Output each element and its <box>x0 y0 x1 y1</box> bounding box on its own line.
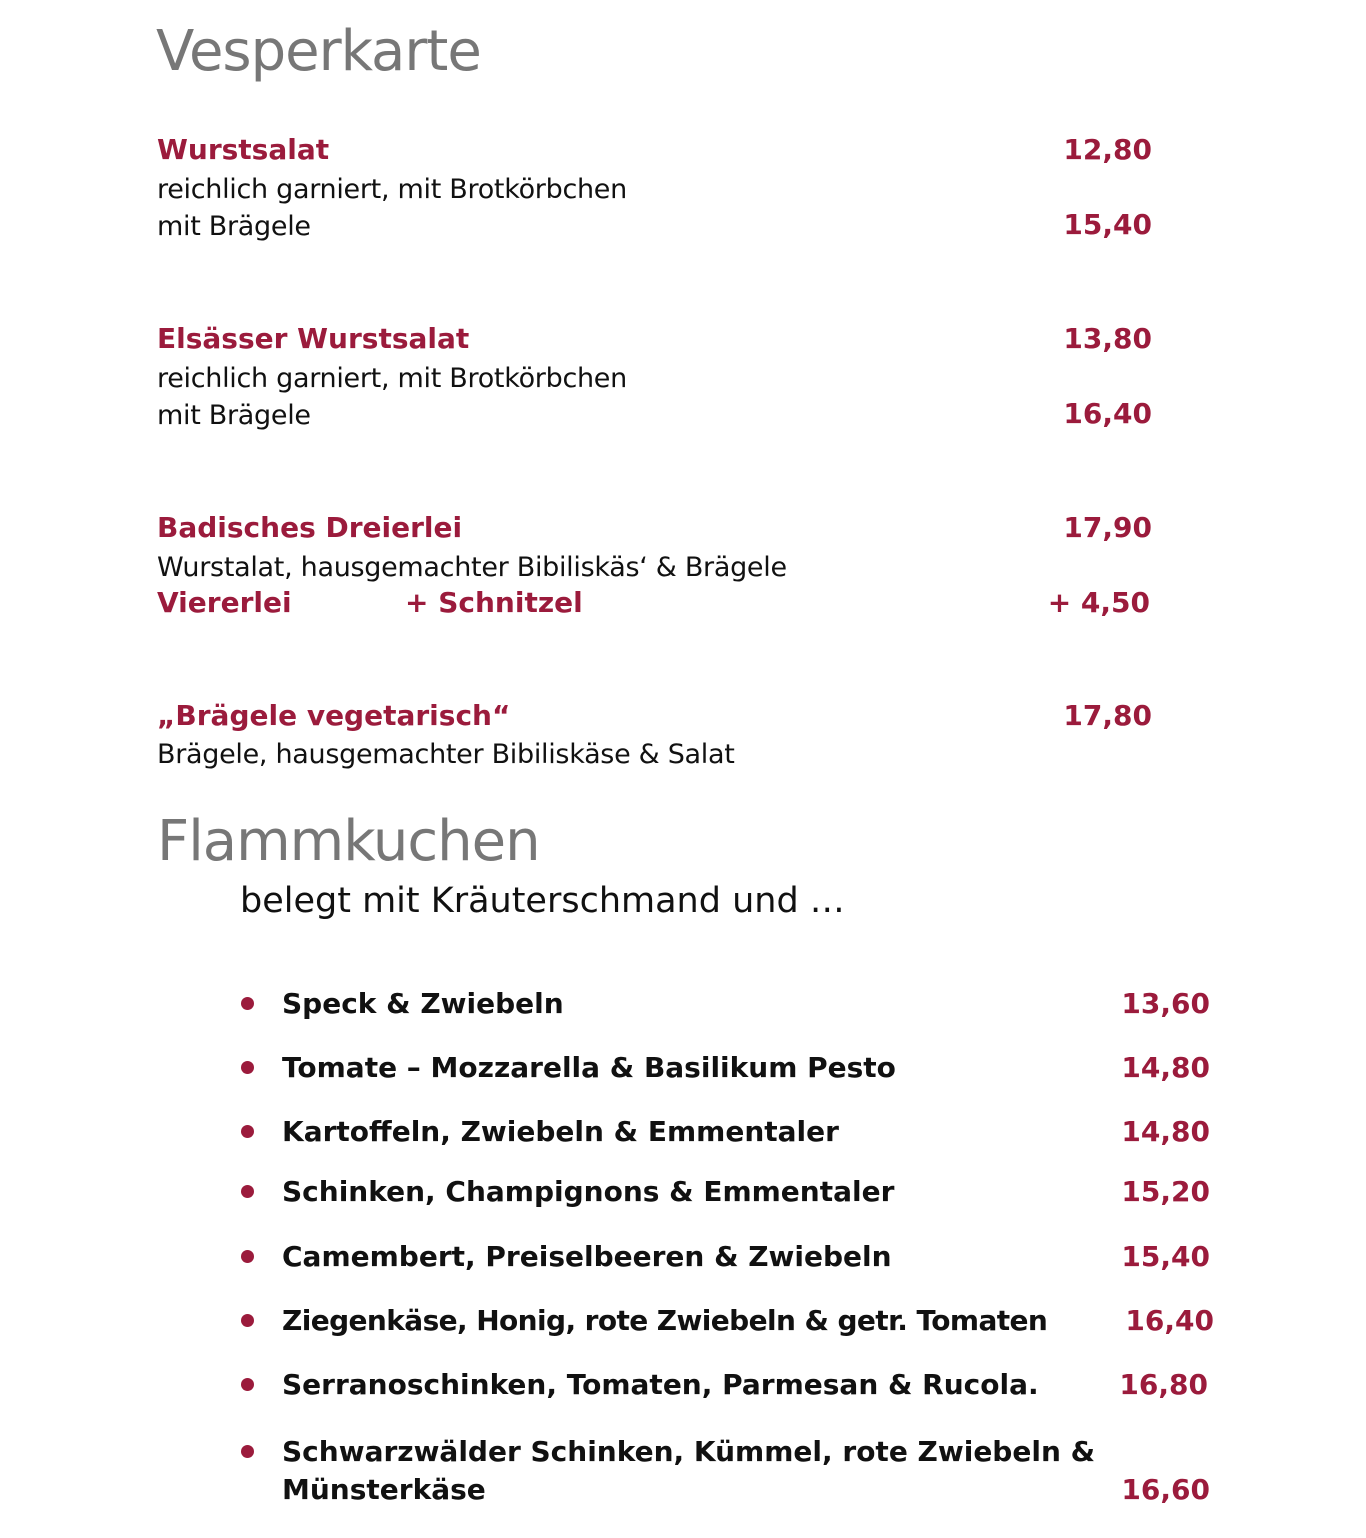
bullet-icon <box>241 1185 254 1198</box>
bullet-icon <box>241 1445 254 1458</box>
flammkuchen-item-price: 14,80 <box>1121 1051 1210 1084</box>
flammkuchen-item-price: 16,40 <box>1125 1304 1214 1337</box>
bullet-icon <box>241 1314 254 1327</box>
flammkuchen-item-name: Serranoschinken, Tomaten, Parmesan & Rucola. <box>282 1368 1039 1401</box>
flammkuchen-item-name-line2: Münsterkäse <box>282 1473 486 1506</box>
bullet-icon <box>241 1378 254 1391</box>
item-variant-price: 15,40 <box>1063 208 1152 241</box>
flammkuchen-item-price: 16,80 <box>1119 1368 1208 1401</box>
item-description: reichlich garniert, mit Brotkörbchen <box>157 363 627 394</box>
vesperkarte-heading: Vesperkarte <box>156 19 481 84</box>
flammkuchen-item-name: Tomate – Mozzarella & Basilikum Pesto <box>282 1051 896 1084</box>
item-extra-name-viererlei: Viererlei <box>157 586 292 619</box>
item-description: reichlich garniert, mit Brotkörbchen <box>157 174 627 205</box>
item-name-elsaesser-wurstsalat: Elsässer Wurstsalat <box>157 322 470 355</box>
flammkuchen-item-price: 16,60 <box>1121 1473 1210 1506</box>
flammkuchen-subheading: belegt mit Kräuterschmand und … <box>240 881 845 921</box>
item-extra-price: + 4,50 <box>1047 586 1150 619</box>
item-description: Brägele, hausgemachter Bibiliskäse & Salat <box>157 739 735 770</box>
flammkuchen-item-name: Schinken, Champignons & Emmentaler <box>282 1175 895 1208</box>
flammkuchen-item-name: Schwarzwälder Schinken, Kümmel, rote Zwiebeln & <box>282 1435 1096 1468</box>
flammkuchen-item-name: Camembert, Preiselbeeren & Zwiebeln <box>282 1240 892 1273</box>
item-price-wurstsalat: 12,80 <box>1063 133 1152 166</box>
flammkuchen-item-price: 15,20 <box>1121 1175 1210 1208</box>
flammkuchen-item-price: 13,60 <box>1121 987 1210 1020</box>
bullet-icon <box>241 1061 254 1074</box>
bullet-icon <box>241 1250 254 1263</box>
item-name-wurstsalat: Wurstsalat <box>157 133 330 166</box>
item-price-braegele-vegetarisch: 17,80 <box>1063 699 1152 732</box>
flammkuchen-item-name: Ziegenkäse, Honig, rote Zwiebeln & getr. Tomaten <box>282 1304 1048 1337</box>
flammkuchen-item-price: 14,80 <box>1121 1115 1210 1148</box>
item-variant-label: mit Brägele <box>157 211 311 242</box>
item-variant-price: 16,40 <box>1063 397 1152 430</box>
flammkuchen-item-price: 15,40 <box>1121 1240 1210 1273</box>
item-price-badisches-dreierlei: 17,90 <box>1063 511 1152 544</box>
flammkuchen-item-name: Speck & Zwiebeln <box>282 987 564 1020</box>
item-description: Wurstalat, hausgemachter Bibiliskäs‘ & Brägele <box>157 552 787 583</box>
item-name-braegele-vegetarisch: „Brägele vegetarisch“ <box>157 699 511 732</box>
item-name-badisches-dreierlei: Badisches Dreierlei <box>157 511 463 544</box>
flammkuchen-heading: Flammkuchen <box>157 809 540 874</box>
item-price-elsaesser-wurstsalat: 13,80 <box>1063 322 1152 355</box>
flammkuchen-item-name: Kartoffeln, Zwiebeln & Emmentaler <box>282 1115 839 1148</box>
bullet-icon <box>241 997 254 1010</box>
bullet-icon <box>241 1125 254 1138</box>
item-variant-label: mit Brägele <box>157 400 311 431</box>
item-extra-addon: + Schnitzel <box>405 586 583 619</box>
